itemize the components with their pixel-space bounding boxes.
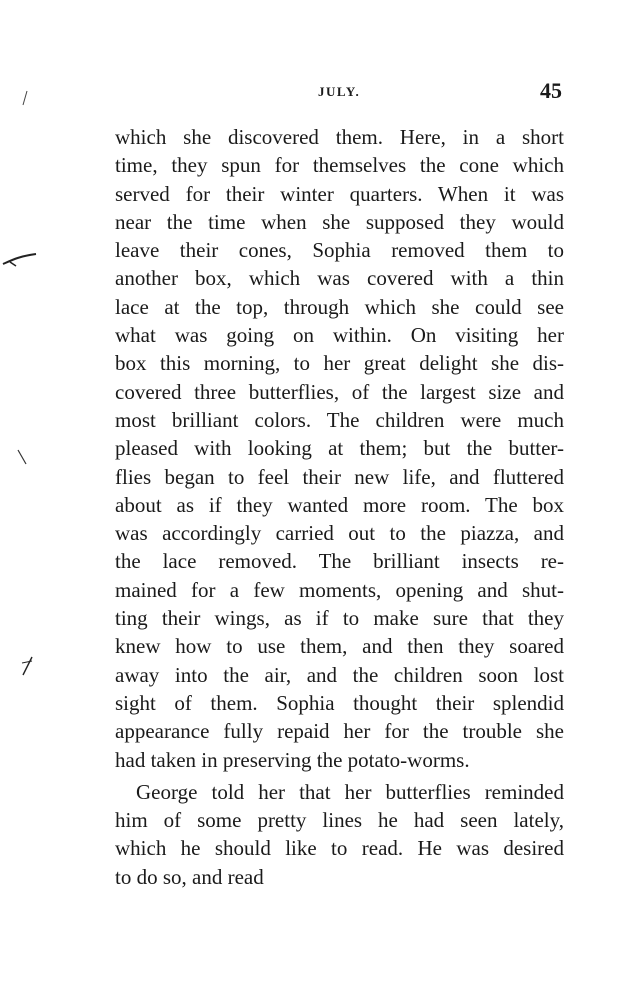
margin-mark (16, 448, 28, 466)
text-line: the lace removed. The brilliant insects re- (115, 549, 564, 574)
text-line: had taken in preserving the potato-worms. (115, 747, 470, 772)
text-line: ting their wings, as if to make sure that they (115, 606, 564, 631)
text-line: most brilliant colors. The children were much (115, 407, 564, 432)
text-line: time, they spun for themselves the cone which (115, 153, 564, 178)
running-title: JULY. (318, 84, 361, 99)
text-line: lace at the top, through which she could see (115, 294, 564, 319)
text-line: was accordingly carried out to the piazza, and (115, 521, 564, 546)
margin-mark (20, 90, 30, 106)
text-line: sight of them. Sophia thought their splendid (115, 690, 564, 715)
text-line: George told her that her butterflies reminded (136, 779, 564, 804)
text-line: covered three butterflies, of the largest size and (115, 379, 564, 404)
text-line: leave their cones, Sophia removed them to (115, 238, 564, 263)
paragraph-2 (115, 778, 564, 891)
body-text (115, 123, 564, 891)
text-line: knew how to use them, and then they soared (115, 634, 564, 659)
text-line: flies began to feel their new life, and fluttered (115, 464, 564, 489)
text-line: box this morning, to her great delight she dis- (115, 351, 564, 376)
page-number: 45 (540, 78, 562, 103)
text-line: appearance fully repaid her for the trouble she (115, 719, 564, 744)
text-line: to do so, and read (115, 864, 264, 889)
running-head (0, 80, 639, 104)
text-line: another box, which was covered with a thin (115, 266, 564, 291)
text-line: which she discovered them. Here, in a short (115, 125, 564, 149)
text-line: which he should like to read. He was desired (115, 836, 564, 861)
text-line: away into the air, and the children soon lost (115, 662, 564, 687)
margin-mark (20, 655, 34, 677)
text-line: pleased with looking at them; but the butter- (115, 436, 564, 461)
margin-mark (2, 250, 38, 268)
text-line: served for their winter quarters. When it was (115, 181, 564, 206)
text-line: about as if they wanted more room. The box (115, 492, 564, 517)
paragraph-1 (115, 123, 564, 774)
text-line: what was going on within. On visiting her (115, 323, 564, 348)
text-line: near the time when she supposed they would (115, 209, 564, 234)
text-line: him of some pretty lines he had seen lately, (115, 808, 564, 833)
text-line: mained for a few moments, opening and shut- (115, 577, 564, 602)
